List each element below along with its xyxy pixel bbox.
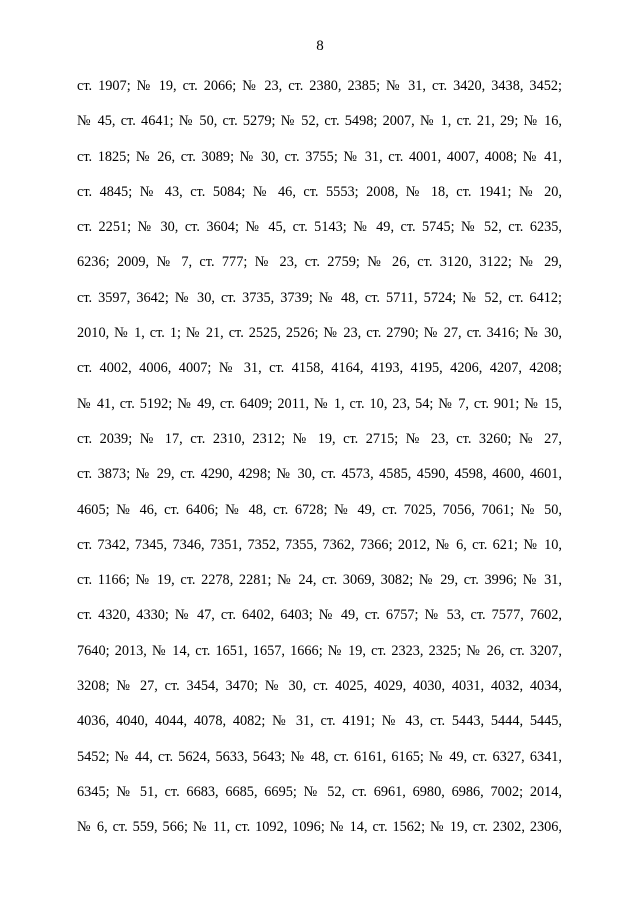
text-line-5: ст. 2251; № 30, ст. 3604; № 45, ст. 5143; № 49, ст. 5745; № 52, ст. 6235, — [77, 219, 562, 236]
text-line-15: ст. 1166; № 19, ст. 2278, 2281; № 24, ст. 3069, 3082; № 29, ст. 3996; № 31, — [77, 572, 562, 589]
text-line-16: ст. 4320, 4330; № 47, ст. 6402, 6403; № 49, ст. 6757; № 53, ст. 7577, 7602, — [77, 607, 562, 624]
text-line-22: № 6, ст. 559, 566; № 11, ст. 1092, 1096; № 14, ст. 1562; № 19, ст. 2302, 2306, — [77, 819, 562, 836]
text-line-11: ст. 2039; № 17, ст. 2310, 2312; № 19, ст. 2715; № 23, ст. 3260; № 27, — [77, 430, 562, 447]
text-line-19: 4036, 4040, 4044, 4078, 4082; № 31, ст. 4191; № 43, ст. 5443, 5444, 5445, — [77, 713, 562, 730]
text-line-4: ст. 4845; № 43, ст. 5084; № 46, ст. 5553; 2008, № 18, ст. 1941; № 20, — [77, 183, 562, 200]
text-line-13: 4605; № 46, ст. 6406; № 48, ст. 6728; № 49, ст. 7025, 7056, 7061; № 50, — [77, 501, 562, 518]
body-text — [77, 76, 562, 853]
text-line-18: 3208; № 27, ст. 3454, 3470; № 30, ст. 4025, 4029, 4030, 4031, 4032, 4034, — [77, 678, 562, 695]
text-line-6: 6236; 2009, № 7, ст. 777; № 23, ст. 2759; № 26, ст. 3120, 3122; № 29, — [77, 254, 562, 271]
text-line-12: ст. 3873; № 29, ст. 4290, 4298; № 30, ст. 4573, 4585, 4590, 4598, 4600, 4601, — [77, 466, 562, 483]
text-line-9: ст. 4002, 4006, 4007; № 31, ст. 4158, 4164, 4193, 4195, 4206, 4207, 4208; — [77, 360, 562, 377]
text-line-3: ст. 1825; № 26, ст. 3089; № 30, ст. 3755; № 31, ст. 4001, 4007, 4008; № 41, — [77, 148, 562, 165]
text-line-14: ст. 7342, 7345, 7346, 7351, 7352, 7355, 7362, 7366; 2012, № 6, ст. 621; № 10, — [77, 536, 562, 553]
text-line-8: 2010, № 1, ст. 1; № 21, ст. 2525, 2526; № 23, ст. 2790; № 27, ст. 3416; № 30, — [77, 325, 562, 342]
text-line-10: № 41, ст. 5192; № 49, ст. 6409; 2011, № 1, ст. 10, 23, 54; № 7, ст. 901; № 15, — [77, 395, 562, 412]
text-line-2: № 45, ст. 4641; № 50, ст. 5279; № 52, ст. 5498; 2007, № 1, ст. 21, 29; № 16, — [77, 113, 562, 130]
text-line-20: 5452; № 44, ст. 5624, 5633, 5643; № 48, ст. 6161, 6165; № 49, ст. 6327, 6341, — [77, 748, 562, 765]
page-number: 8 — [316, 38, 324, 54]
text-line-21: 6345; № 51, ст. 6683, 6685, 6695; № 52, ст. 6961, 6980, 6986, 7002; 2014, — [77, 783, 562, 800]
text-line-7: ст. 3597, 3642; № 30, ст. 3735, 3739; № 48, ст. 5711, 5724; № 52, ст. 6412; — [77, 289, 562, 306]
text-line-17: 7640; 2013, № 14, ст. 1651, 1657, 1666; № 19, ст. 2323, 2325; № 26, ст. 3207, — [77, 642, 562, 659]
text-line-1: ст. 1907; № 19, ст. 2066; № 23, ст. 2380, 2385; № 31, ст. 3420, 3438, 3452; — [77, 78, 562, 94]
